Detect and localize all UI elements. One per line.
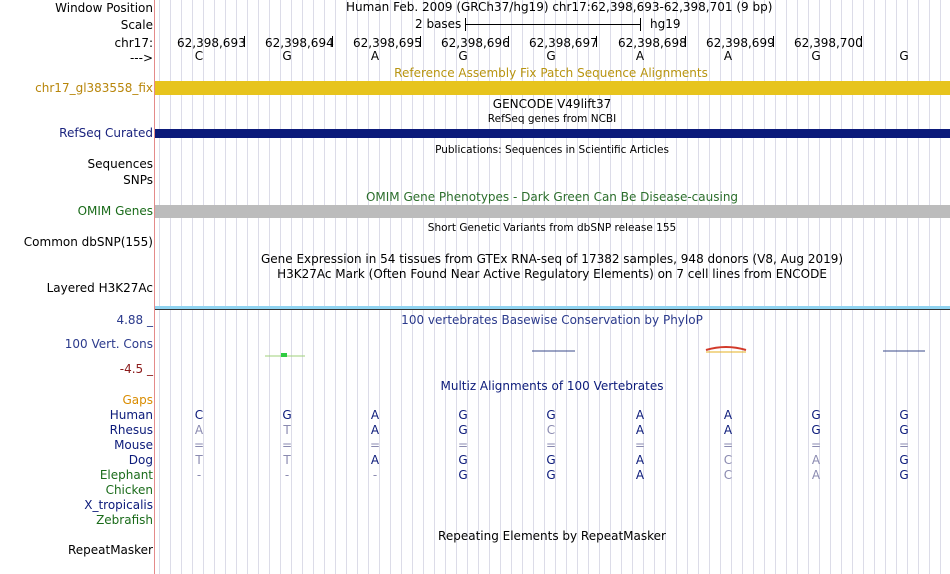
scale-line	[465, 24, 640, 25]
scale-bases-text: 2 bases	[415, 17, 462, 31]
alignment-base: -	[196, 468, 202, 482]
dbsnp-label[interactable]: Common dbSNP(155)	[23, 235, 153, 249]
alignment-base: =	[634, 438, 646, 452]
alignment-base: A	[635, 453, 645, 467]
coordinate-label: 62,398,696	[441, 36, 510, 50]
alignment-base: A	[635, 468, 645, 482]
coordinate-label: 62,398,698	[618, 36, 687, 50]
alignment-base: G	[899, 423, 909, 437]
omim-title: OMIM Gene Phenotypes - Dark Green Can Be Disease-causing	[365, 190, 739, 204]
reference-base: G	[811, 49, 821, 63]
alignment-base: A	[370, 423, 380, 437]
reference-base: G	[899, 49, 909, 63]
multiz-title: Multiz Alignments of 100 Vertebrates	[440, 379, 664, 393]
alignment-base: A	[635, 408, 645, 422]
strand-label: --->	[129, 51, 153, 65]
alignment-base: C	[723, 453, 733, 467]
alignment-base: G	[458, 468, 468, 482]
alignment-base: A	[370, 453, 380, 467]
alignment-base: A	[723, 408, 733, 422]
reference-base: C	[194, 49, 204, 63]
h3k27ac-title: H3K27Ac Mark (Often Found Near Active Regulatory Elements) on 7 cell lines from ENCODE	[277, 267, 827, 281]
phylop-mark-1-peak	[281, 353, 287, 357]
alignment-base: C	[194, 408, 204, 422]
scale-assembly-text: hg19	[650, 17, 681, 31]
species-label-dog[interactable]: Dog	[128, 453, 153, 467]
alignment-base: =	[545, 438, 557, 452]
species-label-zebrafish[interactable]: Zebrafish	[96, 513, 153, 527]
refseq-bar[interactable]	[155, 129, 950, 138]
alignment-base: C	[723, 468, 733, 482]
alignment-base: G	[546, 408, 556, 422]
alignment-base: A	[370, 408, 380, 422]
alignment-base: T	[195, 453, 203, 467]
coordinate-label: 62,398,695	[353, 36, 422, 50]
alignment-base: =	[281, 438, 293, 452]
alignment-base: A	[723, 423, 733, 437]
gencode-title: GENCODE V49lift37	[492, 97, 612, 111]
coordinate-label: 62,398,697	[529, 36, 598, 50]
species-label-x_tropicalis[interactable]: X_tropicalis	[84, 498, 153, 512]
alignment-base: T	[283, 423, 291, 437]
phylop-title: 100 vertebrates Basewise Conservation by PhyloP	[401, 313, 703, 327]
gtex-title: Gene Expression in 54 tissues from GTEx RNA-seq of 17382 samples, 948 donors (V8, Aug 2019)	[260, 252, 844, 266]
alignment-base: =	[457, 438, 469, 452]
alignment-base: G	[546, 453, 556, 467]
scale-label: Scale	[120, 18, 153, 32]
window-position-label: Window Position	[55, 1, 153, 15]
species-label-rhesus[interactable]: Rhesus	[109, 423, 153, 437]
alignment-base: G	[458, 453, 468, 467]
alignment-base: A	[811, 453, 821, 467]
phylop-graph[interactable]	[155, 340, 950, 365]
publications-sequences-label[interactable]: Sequences	[87, 157, 153, 171]
alignment-base: -	[372, 468, 378, 482]
reference-base: A	[370, 49, 380, 63]
alignment-base: G	[899, 453, 909, 467]
coordinate-label: 62,398,699	[706, 36, 775, 50]
fix-patch-label[interactable]: chr17_gl383558_fix	[35, 81, 153, 95]
alignment-base: =	[722, 438, 734, 452]
coordinate-label: 62,398,693	[177, 36, 246, 50]
reference-base: G	[458, 49, 468, 63]
species-label-human[interactable]: Human	[109, 408, 153, 422]
omim-label[interactable]: OMIM Genes	[77, 204, 153, 218]
alignment-base: A	[635, 423, 645, 437]
chrom-label: chr17:	[114, 36, 153, 50]
alignment-base: =	[810, 438, 822, 452]
alignment-base: G	[899, 468, 909, 482]
alignment-base: C	[546, 423, 556, 437]
alignment-base: G	[811, 423, 821, 437]
alignment-base: T	[283, 453, 291, 467]
reference-base: A	[723, 49, 733, 63]
alignment-base: A	[194, 423, 204, 437]
alignment-base: =	[369, 438, 381, 452]
coordinate-label: 62,398,694	[265, 36, 334, 50]
phylop-mark-3	[706, 347, 746, 350]
scale-tick-left	[465, 18, 466, 31]
species-label-mouse[interactable]: Mouse	[114, 438, 153, 452]
phylop-label[interactable]: 100 Vert. Cons	[64, 337, 153, 351]
alignment-base: G	[282, 408, 292, 422]
alignment-base: G	[899, 408, 909, 422]
alignment-base: G	[546, 468, 556, 482]
species-label-chicken[interactable]: Chicken	[105, 483, 153, 497]
fix-patch-title: Reference Assembly Fix Patch Sequence Alignments	[394, 66, 708, 80]
phylop-max-label: 4.88 _	[116, 313, 153, 327]
alignment-base: =	[898, 438, 910, 452]
reference-base: G	[282, 49, 292, 63]
gaps-label[interactable]: Gaps	[122, 393, 153, 407]
alignment-base: =	[193, 438, 205, 452]
publications-title: Publications: Sequences in Scientific Articles	[435, 144, 669, 156]
h3k27ac-baseline	[155, 309, 950, 310]
window-position-value: Human Feb. 2009 (GRCh37/hg19) chr17:62,398,693-62,398,701 (9 bp)	[346, 0, 773, 14]
phylop-min-label: -4.5 _	[119, 362, 153, 376]
reference-base: G	[546, 49, 556, 63]
fix-patch-bar[interactable]	[155, 81, 950, 95]
h3k27ac-label[interactable]: Layered H3K27Ac	[46, 281, 153, 295]
alignment-base: -	[284, 468, 290, 482]
species-label-elephant[interactable]: Elephant	[99, 468, 153, 482]
alignment-base: G	[458, 408, 468, 422]
coordinate-label: 62,398,700	[794, 36, 863, 50]
alignment-base: G	[811, 408, 821, 422]
alignment-base: A	[811, 468, 821, 482]
reference-base: A	[635, 49, 645, 63]
scale-tick-right	[640, 18, 641, 31]
refseq-label[interactable]: RefSeq Curated	[59, 126, 153, 140]
alignment-base: G	[458, 423, 468, 437]
dbsnp-title: Short Genetic Variants from dbSNP release 155	[427, 222, 677, 234]
publications-snps-label[interactable]: SNPs	[123, 173, 153, 187]
refseq-subtitle: RefSeq genes from NCBI	[487, 113, 617, 125]
repeatmasker-title: Repeating Elements by RepeatMasker	[438, 529, 666, 543]
repeatmasker-label[interactable]: RepeatMasker	[67, 543, 153, 557]
omim-bar[interactable]	[155, 205, 950, 218]
